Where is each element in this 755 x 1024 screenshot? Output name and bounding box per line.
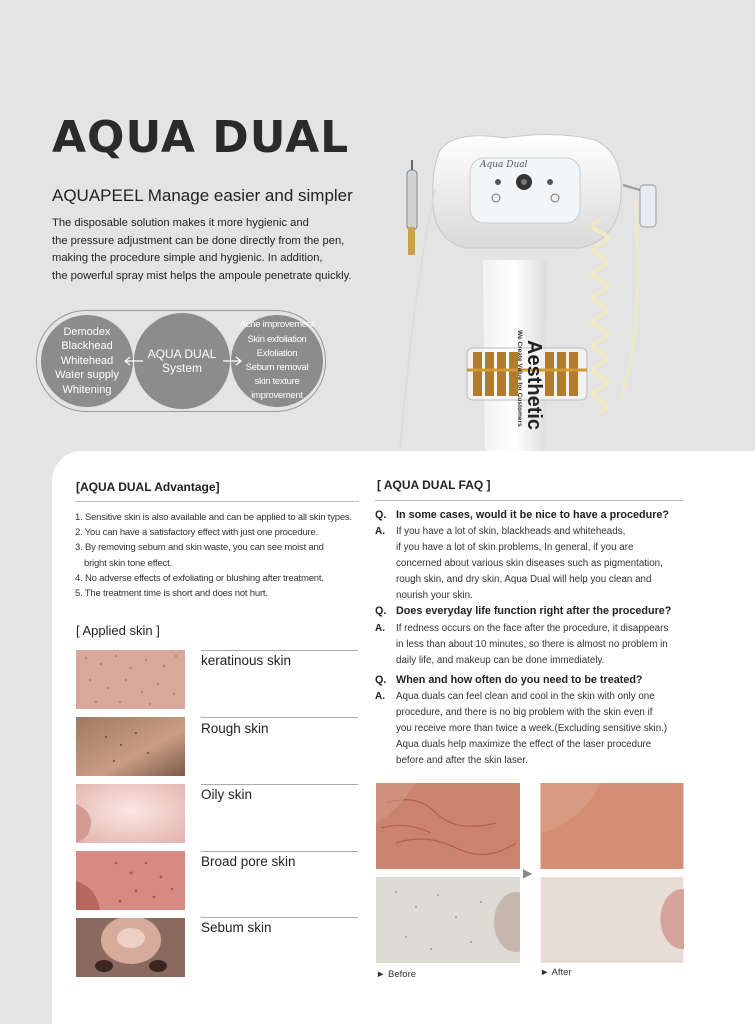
skin-photo-keratinous [76, 650, 185, 709]
advantage-list [75, 510, 365, 601]
answer-line: Aqua duals help maximize the effect of the laser procedure [396, 739, 652, 750]
list-item: 3. By removing sebum and skin waste, you can see moist and [75, 542, 324, 554]
diagram-center-label: AQUA DUAL [147, 347, 217, 361]
intro-text [52, 215, 382, 285]
skin-photo-oily [76, 784, 185, 843]
faq-answer [375, 524, 685, 606]
list-item: 5. The treatment time is short and does not hurt. [75, 588, 268, 600]
answer-marker: A. [375, 691, 385, 702]
divider [201, 851, 358, 852]
answer-line: daily life, and makeup can be done immediately. [396, 655, 605, 666]
question-text: Does everyday life function right after the procedure? [396, 605, 672, 617]
question-marker: Q. [375, 509, 387, 521]
advantage-title: [AQUA DUAL Advantage] [76, 480, 220, 494]
skin-label: Rough skin [201, 721, 269, 736]
page-title: AQUA DUAL [52, 112, 350, 163]
question-text: In some cases, would it be nice to have a procedure? [396, 509, 670, 521]
system-diagram [36, 310, 326, 412]
diagram-center-label: System [161, 361, 202, 375]
page-subtitle: AQUAPEEL Manage easier and simpler [52, 186, 353, 205]
list-item: 1. Sensitive skin is also available and can be applied to all skin types. [75, 512, 352, 523]
divider [201, 717, 358, 718]
list-item: 2. You can have a satisfactory effect with just one procedure. [75, 527, 319, 539]
intro-line: the pressure adjustment can be done directly from the pen, [52, 234, 345, 247]
faq-answer [375, 689, 685, 771]
after-photo-pores [540, 877, 684, 963]
arrow-left-icon [123, 355, 145, 367]
diagram-item: Demodex [63, 325, 111, 338]
answer-line: concerned about various skin diseases such as pigmentation, [396, 558, 663, 569]
answer-line: if you have a lot of skin problems, In general, if you are [396, 542, 634, 553]
list-item: 4. No adverse effects of exfoliating or blushing after treatment. [75, 572, 324, 584]
divider [201, 650, 358, 651]
answer-line: procedure, and there is no big problem with the skin even if [396, 707, 653, 718]
diagram-item: Skin exfoliation [247, 333, 307, 345]
intro-line: The disposable solution makes it more hygienic and [52, 217, 309, 229]
answer-marker: A. [375, 526, 385, 537]
answer-line: If redness occurs on the face after the procedure, it disappears [396, 623, 669, 634]
answer-line: Aqua duals can feel clean and cool in the skin with only one [396, 691, 655, 702]
answer-line: in less than about 10 minutes, so there is almost no problem in [396, 639, 668, 650]
device-panel-label: Aqua Dual [480, 160, 528, 170]
before-photo-redness [376, 783, 520, 869]
answer-line: If you have a lot of skin, blackheads and whiteheads, [396, 526, 626, 537]
skin-photo-broad-pore [76, 851, 185, 910]
question-marker: Q. [375, 605, 387, 617]
after-caption: ► After [540, 967, 572, 978]
arrow-right-icon: ▶ [523, 866, 533, 880]
diagram-item: Exfoliation [256, 347, 298, 359]
answer-marker: A. [375, 623, 385, 634]
machine-illustration [395, 130, 695, 455]
applied-skin-title: [ Applied skin ] [76, 623, 160, 638]
faq-title: [ AQUA DUAL FAQ ] [377, 478, 491, 492]
skin-label: Oily skin [201, 787, 253, 802]
device-brand: Aesthetic [523, 340, 545, 431]
question-marker: Q. [375, 674, 387, 686]
after-photo-redness [540, 783, 684, 869]
before-photo-pores [376, 877, 520, 963]
question-text: When and how often do you need to be treated? [396, 674, 643, 686]
diagram-item: skin texture improvement [251, 376, 303, 402]
aqua-dual-device-image [395, 130, 695, 455]
divider [201, 784, 358, 785]
skin-label: keratinous skin [201, 653, 292, 668]
arrow-right-icon [221, 355, 243, 367]
skin-photo-sebum [76, 918, 185, 977]
diagram-item: Whitening [62, 383, 112, 396]
diagram-item: Acne improvement [239, 319, 315, 331]
list-item: bright skin tone effect. [84, 557, 172, 569]
diagram-item: Whitehead [60, 354, 114, 367]
diagram-center-circle [134, 313, 230, 409]
divider [201, 917, 358, 918]
answer-line: nourish your skin. [396, 590, 473, 601]
faq-answer [375, 621, 685, 671]
intro-line: the powerful spray mist helps the ampoule penetrate quickly. [52, 269, 352, 282]
diagram-left-circle [41, 315, 133, 407]
skin-photo-rough [76, 717, 185, 776]
skin-label: Sebum skin [201, 920, 272, 935]
answer-line: you receive more than twice a week.(Excluding sensitive skin.) [396, 723, 668, 734]
divider [75, 501, 359, 502]
skin-label: Broad pore skin [201, 854, 296, 869]
diagram-item: Blackhead [61, 340, 113, 353]
device-tagline: We Create Value for Customers [516, 330, 523, 427]
before-caption: ► Before [376, 969, 417, 980]
answer-line: before and after the skin laser. [396, 755, 528, 766]
diagram-item: Water supply [55, 369, 119, 382]
answer-line: rough skin, and dry skin, Aqua Dual will help you clean and [396, 574, 652, 585]
intro-line: making the procedure simple and hygienic. In addition, [52, 252, 323, 264]
diagram-item: Sebum removal [245, 362, 309, 373]
divider [375, 500, 683, 501]
diagram-right-circle [231, 315, 323, 407]
